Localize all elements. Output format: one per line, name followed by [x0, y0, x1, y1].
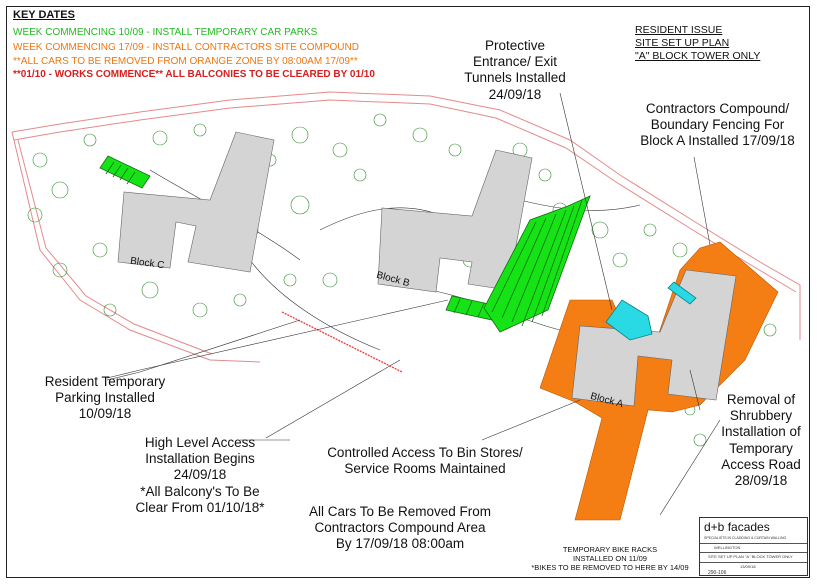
callout-compound: Contractors Compound/ Boundary Fencing For Block A Installed 17/09/18	[640, 101, 795, 149]
title-block-divider	[700, 562, 807, 563]
block-a-label: Block A	[589, 390, 625, 411]
company-tagline: SPECIALISTS IN CLADDING & CURTAIN WALLING	[704, 536, 787, 540]
callout-tunnels: Protective Entrance/ Exit Tunnels Installed 24/09/18	[464, 38, 566, 102]
callout-bike-racks: TEMPORARY BIKE RACKS INSTALLED ON 11/09 *BIKES TO BE REMOVED TO HERE BY 14/09	[531, 545, 689, 572]
title-block-client: WELLINGTON	[714, 545, 741, 550]
callout-resident-parking: Resident Temporary Parking Installed 10/09/18	[44, 374, 166, 422]
callout-bin-stores: Controlled Access To Bin Stores/ Service Rooms Maintained	[327, 445, 523, 477]
key-date-car-parks: WEEK COMMENCING 10/09 - INSTALL TEMPORARY CAR PARKS	[13, 27, 318, 38]
callout-cars-removed: All Cars To Be Removed From Contractors Compound Area By 17/09/18 08:00am	[308, 504, 492, 552]
title-block-drawing-number: 290-106	[708, 570, 727, 576]
key-date-site-compound: WEEK COMMENCING 17/09 - INSTALL CONTRACTORS SITE COMPOUND	[13, 42, 359, 53]
issue-scope: "A" BLOCK TOWER ONLY	[635, 50, 761, 62]
issue-status: RESIDENT ISSUE	[635, 24, 723, 36]
title-block-drawing-title: SITE SET UP PLAN "A" BLOCK TOWER ONLY	[708, 554, 793, 559]
title-block	[699, 517, 808, 576]
title-block-divider	[700, 552, 807, 553]
key-date-works-commence: **01/10 - WORKS COMMENCE** ALL BALCONIES TO BE CLEARED BY 01/10	[13, 69, 375, 80]
company-logo: d+b facades	[704, 520, 770, 534]
block-b-label: Block B	[375, 269, 411, 290]
callout-high-level-access: High Level Access Installation Begins 24/09/18 *All Balcony's To Be Clear From 01/10/18*	[135, 435, 265, 515]
key-date-cars-removed: **ALL CARS TO BE REMOVED FROM ORANGE ZONE BY 08:00AM 17/09**	[13, 56, 358, 67]
block-c-label: Block C	[129, 255, 166, 272]
callout-shrubbery: Removal of Shrubbery Installation of Temporary Access Road 28/09/18	[721, 392, 801, 488]
key-dates-title: KEY DATES	[13, 9, 75, 21]
title-block-divider	[700, 543, 807, 544]
title-block-date: 13/09/18	[740, 564, 756, 569]
issue-plan-title: SITE SET UP PLAN	[635, 37, 730, 49]
